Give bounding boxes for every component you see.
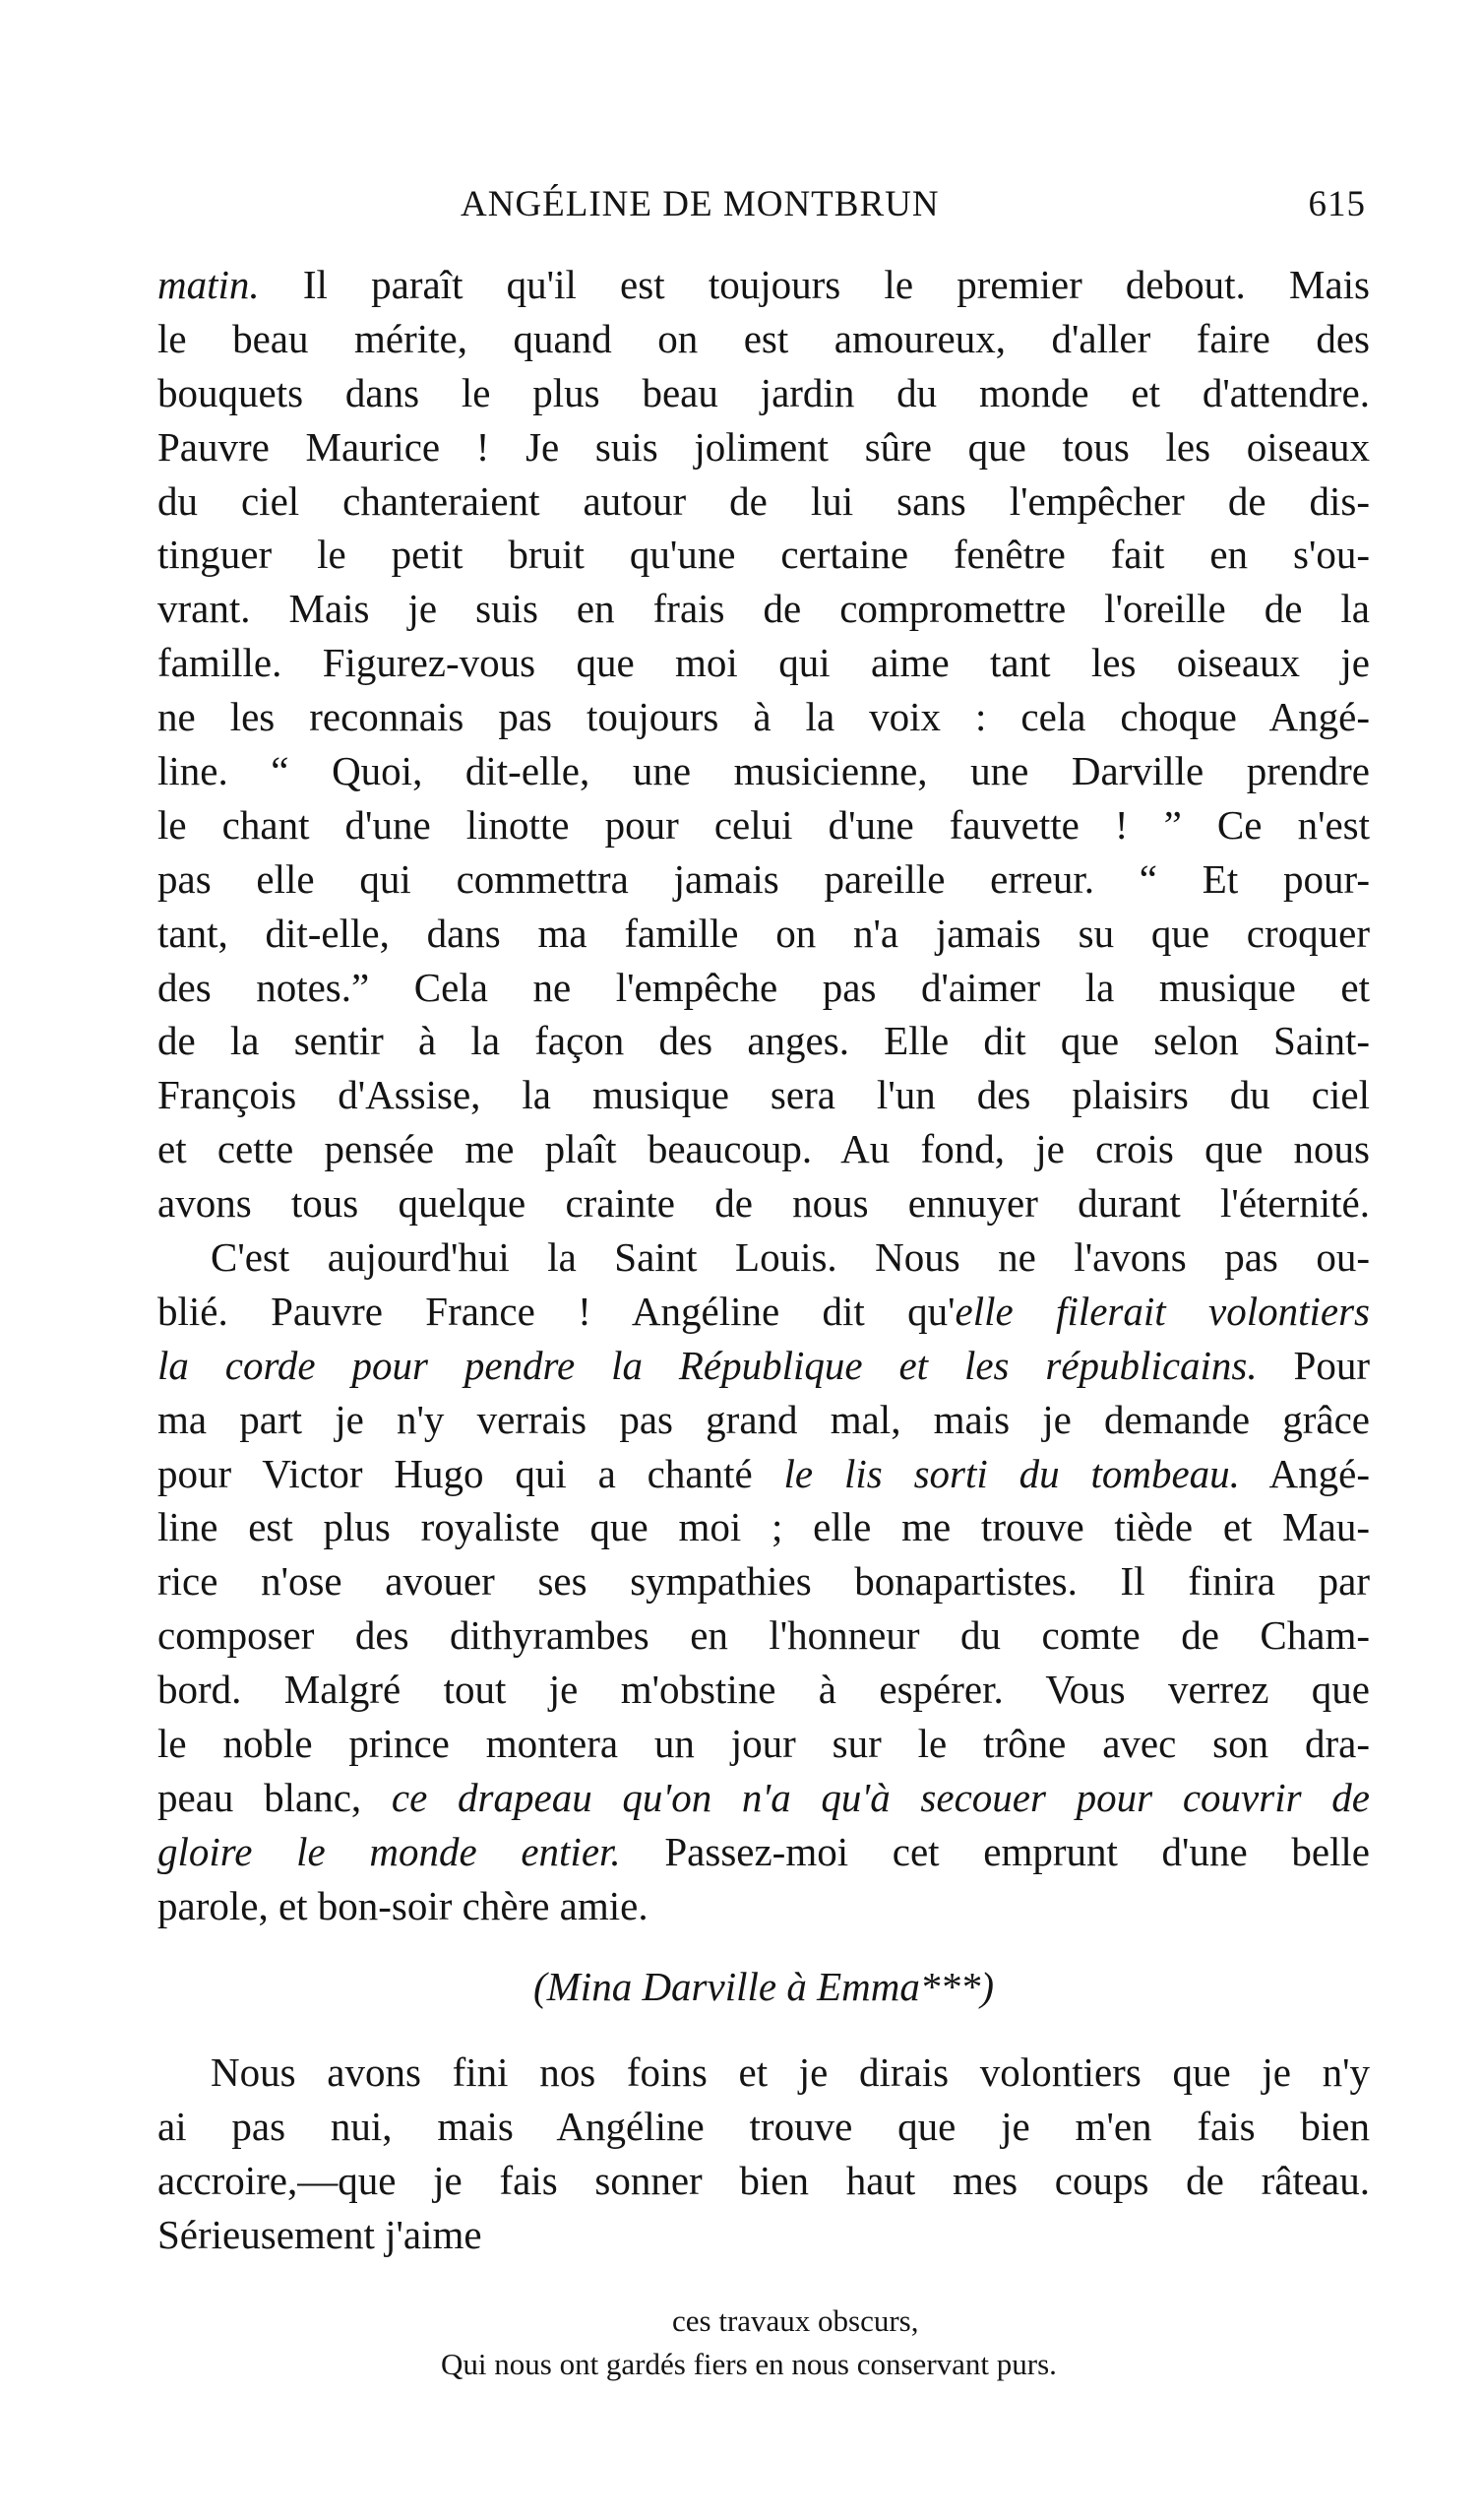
text-line [157, 312, 1370, 366]
line-text: le chant d'une linotte pour celui d'une fauvette ! ” Ce n'est [157, 801, 1370, 848]
text-line: bord. Malgré tout je m'obstine à espérer. Vous verrez que [157, 1667, 1370, 1713]
text-line: rice n'ose avouer ses sympathies bonapartistes. Il finira par [157, 1558, 1370, 1605]
text-line [157, 1014, 1370, 1068]
text-line [157, 961, 1370, 1015]
text-line: gloire le monde entier. Passez-moi cet emprunt d'une belle [157, 1828, 1370, 1874]
line-text: vrant. Mais je suis en frais de compromettre l'oreille de la [157, 586, 1370, 632]
paragraph-saint-louis [157, 1230, 1370, 1933]
text-line [157, 907, 1370, 961]
verse-line: Qui nous ont gardés fiers en nous conservant purs. [441, 2347, 1057, 2381]
text-line [157, 420, 1370, 474]
text-line: parole, et bon-soir chère amie. [157, 1882, 648, 1928]
text-line [157, 366, 1370, 420]
text-line: Sérieusement j'aime [157, 2211, 482, 2257]
line-text: de la sentir à la façon des anges. Elle dit que selon Saint- [157, 1018, 1370, 1064]
text-line [157, 258, 1370, 312]
line-text: pas elle qui commettra jamais pareille erreur. “ Et pour- [157, 855, 1370, 902]
verse-line: ces travaux obscurs, [672, 2303, 919, 2338]
text-line: ai pas nui, mais Angéline trouve que je m'en fais bien [157, 2103, 1370, 2149]
line-text: Pauvre Maurice ! Je suis joliment sûre que tous les oiseaux [157, 423, 1370, 470]
text-line: accroire,—que je fais sonner bien haut mes coups de râteau. [157, 2157, 1370, 2203]
text-line: le noble prince montera un jour sur le trône avec son dra- [157, 1721, 1370, 1767]
paragraph-letter-continuation [157, 258, 1370, 1230]
paragraph-new-letter [157, 2046, 1370, 2262]
line-text: avons tous quelque crainte de nous ennuyer durant l'éternité. [157, 1180, 1370, 1227]
running-title: ANGÉLINE DE MONTBRUN [461, 184, 940, 224]
text-line [157, 582, 1370, 636]
text-line [157, 528, 1370, 582]
text-line: composer des dithyrambes en l'honneur du comte de Cham- [157, 1612, 1370, 1659]
text-line [157, 1176, 1370, 1230]
text-line [157, 1122, 1370, 1176]
text-line: C'est aujourd'hui la Saint Louis. Nous ne l'avons pas ou- [211, 1234, 1370, 1281]
line-text: famille. Figurez-vous que moi qui aime tant les oiseaux je [157, 640, 1370, 686]
line-text: le beau mérite, quand on est amoureux, d'aller faire des [157, 315, 1370, 361]
line-text: line. “ Quoi, dit-elle, une musicienne, une Darville prendre [157, 748, 1370, 794]
text-line: blié. Pauvre France ! Angéline dit qu'elle filerait volontiers [157, 1288, 1370, 1334]
text-line: Nous avons fini nos foins et je dirais volontiers que je n'y [211, 2049, 1370, 2095]
text-line [157, 474, 1370, 529]
text-line [157, 798, 1370, 852]
text-line [157, 636, 1370, 690]
text-line [157, 744, 1370, 798]
line-text: bouquets dans le plus beau jardin du monde et d'attendre. [157, 369, 1370, 415]
text-line: line est plus royaliste que moi ; elle me trouve tiède et Mau- [157, 1504, 1370, 1550]
main-text [157, 258, 1370, 1933]
line-text: ne les reconnais pas toujours à la voix : cela choque Angé- [157, 694, 1370, 740]
text-line: ma part je n'y verrais pas grand mal, mais je demande grâce [157, 1396, 1370, 1442]
text-line: pour Victor Hugo qui a chanté le lis sorti du tombeau. Angé- [157, 1450, 1370, 1496]
line-text: des notes.” Cela ne l'empêche pas d'aimer la musique et [157, 964, 1370, 1010]
page-number: 615 [1308, 184, 1366, 224]
letter-attribution: (Mina Darville à Emma***) [533, 1964, 994, 2009]
page-header [165, 183, 1366, 232]
verse-quotation [157, 2300, 1370, 2386]
line-text: et cette pensée me plaît beaucoup. Au fond, je crois que nous [157, 1126, 1370, 1172]
text-line: la corde pour pendre la République et les républicains. Pour [157, 1342, 1370, 1388]
text-line [157, 690, 1370, 744]
line-text: tinguer le petit bruit qu'une certaine fenêtre fait en s'ou- [157, 532, 1370, 578]
text-line [157, 1068, 1370, 1122]
line-text: Il paraît qu'il est toujours le premier debout. Mais [259, 262, 1370, 307]
text-line [157, 852, 1370, 907]
line-text: François d'Assise, la musique sera l'un des plaisirs du ciel [157, 1072, 1370, 1118]
italic-word: matin. [157, 262, 260, 307]
line-text: tant, dit-elle, dans ma famille on n'a jamais su que croquer [157, 910, 1370, 956]
line-text: du ciel chanteraient autour de lui sans l'empêcher de dis- [157, 477, 1370, 524]
text-line: peau blanc, ce drapeau qu'on n'a qu'à secouer pour couvrir de [157, 1774, 1370, 1820]
